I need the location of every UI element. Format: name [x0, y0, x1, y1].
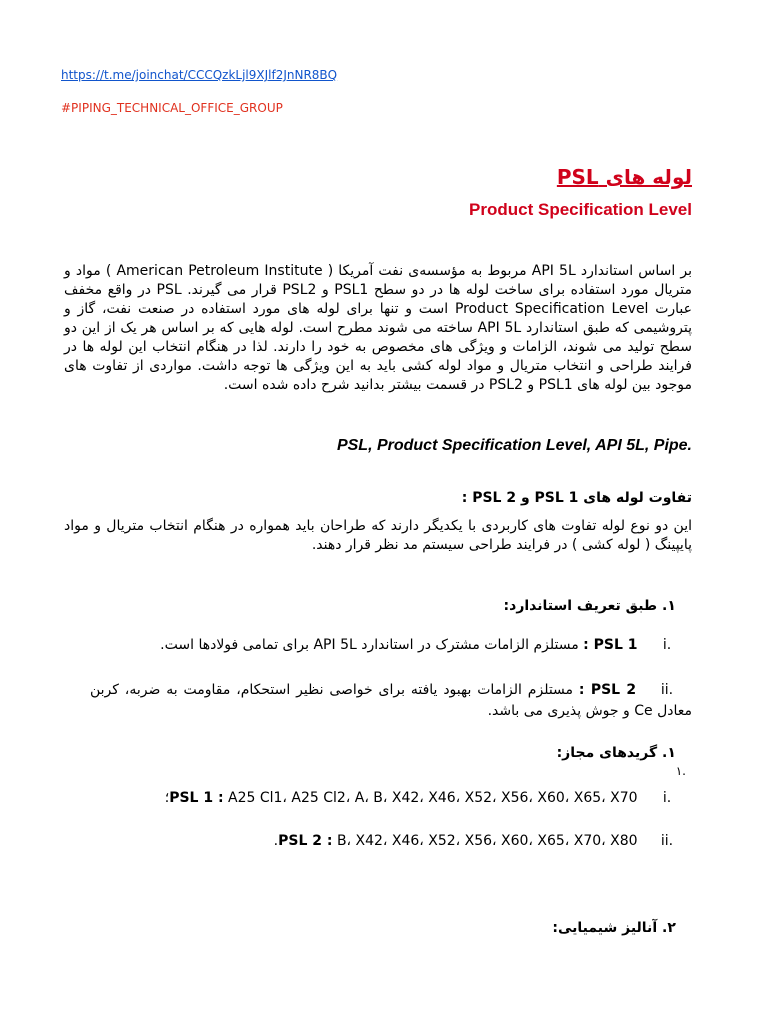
- difference-heading: تفاوت لوله های PSL 1 و PSL 2 :: [461, 490, 692, 506]
- item-text: مستلزم الزامات مشترک در استاندارد API 5L برای تمامی فولادها است.: [160, 637, 579, 653]
- telegram-link[interactable]: https://t.me/joinchat/CCCQzkLjl9XJlf2JnNR8BQ: [61, 68, 338, 82]
- section-1-number: ۱.: [662, 598, 676, 614]
- group-hashtag: #PIPING_TECHNICAL_OFFICE_GROUP: [61, 101, 283, 115]
- section-1-title: طبق تعریف استاندارد:: [503, 598, 658, 614]
- section-2-heading: [557, 745, 692, 761]
- item-index: i.: [662, 637, 672, 653]
- item-label: PSL 1 :: [583, 637, 638, 653]
- item-label: PSL 2 :: [578, 682, 637, 698]
- section-1-item-ii: [90, 680, 692, 722]
- section-2-number: ۱.: [662, 745, 676, 761]
- section-1-heading: [504, 598, 692, 614]
- section-3-number: ۲.: [662, 920, 676, 936]
- page-title-fa: لوله های PSL: [556, 165, 692, 189]
- section-2-subnumber: ۱.: [675, 764, 686, 778]
- difference-paragraph: این دو نوع لوله تفاوت های کاربردی با یکدیگر دارند که طراحان باید همواره در هنگام انتخاب متریال و مواد پایپینگ ( لوله کشی ) در فرایند طراحی سیستم مد نظر قرار دهند.: [64, 518, 692, 553]
- section-2-item-i: [165, 790, 692, 806]
- item-text: A25 Cl1، A25 Cl2، A، B، X42، X46، X52، X56، X60، X65، X70؛: [164, 790, 638, 806]
- intro-paragraph: بر اساس استاندارد API 5L مربوط به مؤسسه‌ی نفت آمریکا ( American Petroleum Institute ) مواد و متریال مورد استفاده برای ساخت لوله ها در دو سطح PSL1 و PSL2 قرار می گیرند. PSL در واقع مخفف عبارت Product Specification Level است و تنها برای لوله های مورد استفاده در صنعت نفت، گاز و پتروشیمی که طبق استاندارد API 5L ساخته می شوند مطرح است. لوله هایی که بر اساس هر یک از این دو سطح تولید می شوند، الزامات و ویژگی های مخصوص به خود را دارند. لذا در هنگام انتخاب این لوله ها در فرایند طراحی و انتخاب متریال و مواد لوله کشی باید به این ویژگی ها توجه داشت. مواردی از تفاوت های موجود بین لوله های PSL1 و PSL2 در قسمت بیشتر بدانید شرح داده شده است.: [64, 263, 692, 393]
- item-index: ii.: [660, 833, 674, 849]
- section-3-title: آنالیز شیمیایی:: [552, 920, 658, 936]
- section-2-item-ii: [274, 833, 692, 849]
- item-index: ii.: [660, 682, 674, 698]
- item-text: B، X42، X46، X52، X56، X60، X65، X70، X80.: [273, 833, 638, 849]
- item-index: i.: [662, 790, 672, 806]
- item-label: PSL 1 :: [169, 790, 224, 806]
- item-text: مستلزم الزامات بهبود یافته برای خواصی نظیر استحکام، مقاومت به ضربه، کربن معادل Ce و جوش پذیری می باشد.: [90, 682, 692, 719]
- page-title-en: Product Specification Level: [469, 200, 692, 219]
- section-3-heading: [552, 920, 692, 936]
- section-2-title: گریدهای مجاز:: [556, 745, 658, 761]
- item-label: PSL 2 :: [278, 833, 333, 849]
- keywords-line: PSL, Product Specification Level, API 5L, Pipe.: [336, 437, 692, 454]
- section-1-item-i: [160, 637, 692, 653]
